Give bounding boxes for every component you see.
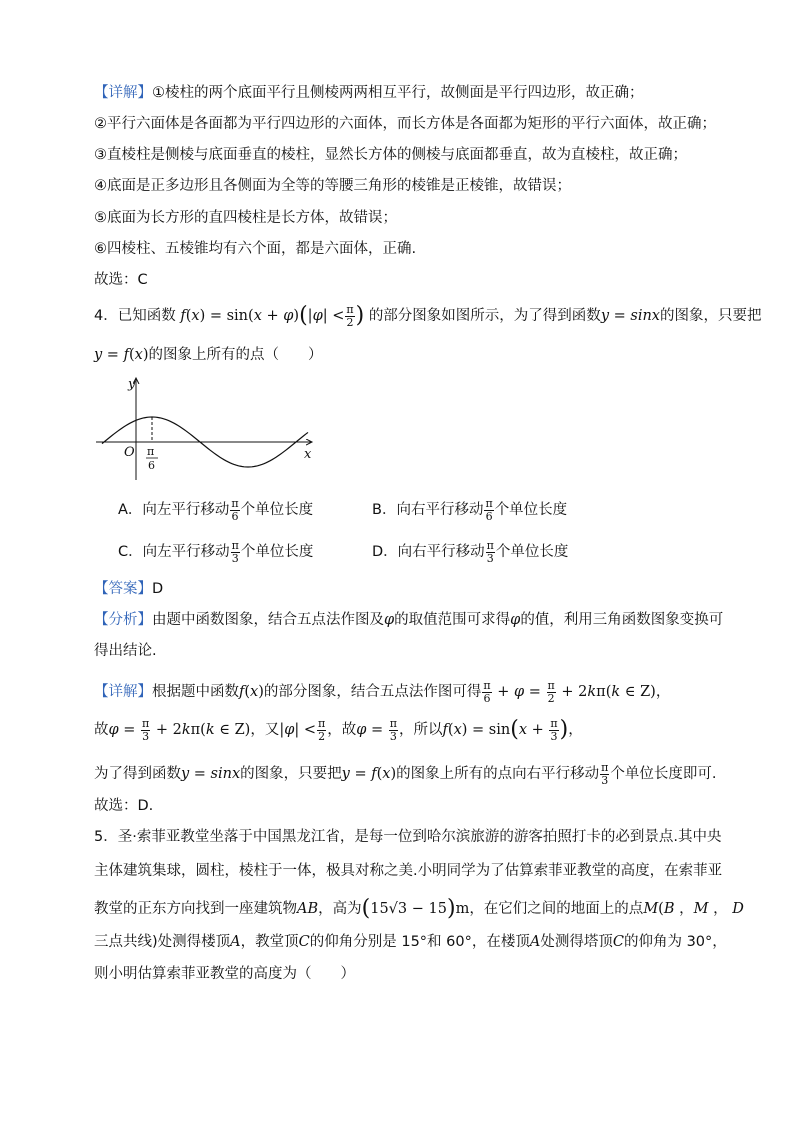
question-5-line-4: 三点共线)处测得楼顶A，教堂顶C的仰角分别是 15°和 60°，在楼顶A处测得塔顶C的仰角为 30°， [94, 934, 727, 950]
option-b[interactable]: B．向右平行移动 $\frac{\pi}{6}$ 个单位长度 [372, 497, 568, 523]
explanation-line-1: 【详解】①棱柱的两个底面平行且侧棱两两相互平行，故侧面是平行四边形，故正确； [94, 85, 644, 101]
origin-label: O [124, 445, 135, 460]
analysis-line-2: 得出结论. [94, 643, 157, 659]
option-c[interactable]: C．向左平行移动 $\frac{\pi}{3}$ 个单位长度 [118, 539, 314, 565]
answer-value: D [152, 581, 164, 597]
answer-line [94, 582, 163, 597]
y-axis-label: y [128, 377, 136, 392]
explanation-line-5: ⑤底面为长方形的直四棱柱是长方体，故错误； [94, 210, 397, 226]
question-5-line-3: 教堂的正东方向找到一座建筑物AB，高为(15√3 − 15)m，在它们之间的地面上的点M(B ，M ， D [94, 896, 744, 921]
explanation-line-2: ②平行六面体是各面都为平行四边形的六面体，而长方体是各面都为矩形的平行六面体，故正确； [94, 116, 716, 132]
detail-tag: 【详解】 [94, 85, 152, 101]
analysis-line-1: 【分析】由题中函数图象，结合五点法作图及φ的取值范围可求得φ的值，利用三角函数图象变换可 [94, 612, 724, 628]
answer-tag: 【答案】 [94, 581, 152, 597]
question-4-stem-line-2: y = f(x)的图象上所有的点（ ） [94, 347, 323, 363]
option-d[interactable]: D．向右平行移动 $\frac{\pi}{3}$ 个单位长度 [372, 539, 569, 565]
x-axis-label: x [304, 447, 312, 462]
option-a[interactable]: A．向左平行移动 $\frac{\pi}{6}$ 个单位长度 [118, 497, 314, 523]
tick-numerator: π [147, 445, 155, 458]
question-5-line-5: 则小明估算索菲亚教堂的高度为（ ） [94, 966, 355, 982]
question-5-line-2: 主体建筑集球，圆柱，棱柱于一体，极具对称之美.小明同学为了估算索菲亚教堂的高度，在索菲亚 [94, 863, 723, 879]
explanation-answer: 故选：C [94, 272, 148, 288]
formula-fx: f [180, 308, 186, 325]
detail-tag-2: 【详解】 [94, 684, 152, 701]
detail-line-2: 故φ = $\frac{\pi}{3}$ + 2kπ(k ∈ Z)，又|φ| < $\frac{\pi}{2}$ ，故φ = $\frac{\pi}{3}$ ，所以f(x) = sin(x + $\frac{\pi}{3}$ )， [94, 717, 583, 743]
question-4-stem: 4．已知函数 f(x) = sin(x + φ)(|φ| < $\frac{\pi}{2}$ ) 的部分图象如图所示，为了得到函数y = sinx的图象，只要把 [94, 303, 762, 329]
explanation-line-3: ③直棱柱是侧棱与底面垂直的棱柱，显然长方体的侧棱与底面都垂直，故为直棱柱，故正确； [94, 147, 687, 163]
tick-denominator: 6 [148, 459, 155, 472]
explanation-line-6: ⑥四棱柱、五棱锥均有六个面，都是六面体，正确. [94, 241, 417, 257]
detail-line-3: 为了得到函数y = sinx的图象，只要把y = f(x)的图象上所有的点向右平行移动 $\frac{\pi}{3}$ 个单位长度即可. [94, 761, 717, 787]
explanation-line-4: ④底面是正多边形且各侧面为全等的等腰三角形的棱锥是正棱锥，故错误； [94, 178, 571, 194]
sine-graph [90, 374, 320, 486]
detail-line-1: 【详解】根据题中函数f(x)的部分图象，结合五点法作图可得 $\frac{\pi}{6}$ + φ = $\frac{\pi}{2}$ + 2kπ(k ∈ Z)， [94, 679, 671, 705]
analysis-tag: 【分析】 [94, 612, 152, 628]
detail-final: 故选：D. [94, 798, 154, 814]
question-5-line-1: 5．圣·索菲亚教堂坐落于中国黑龙江省，是每一位到哈尔滨旅游的游客拍照打卡的必到景点.其中央 [94, 829, 722, 845]
